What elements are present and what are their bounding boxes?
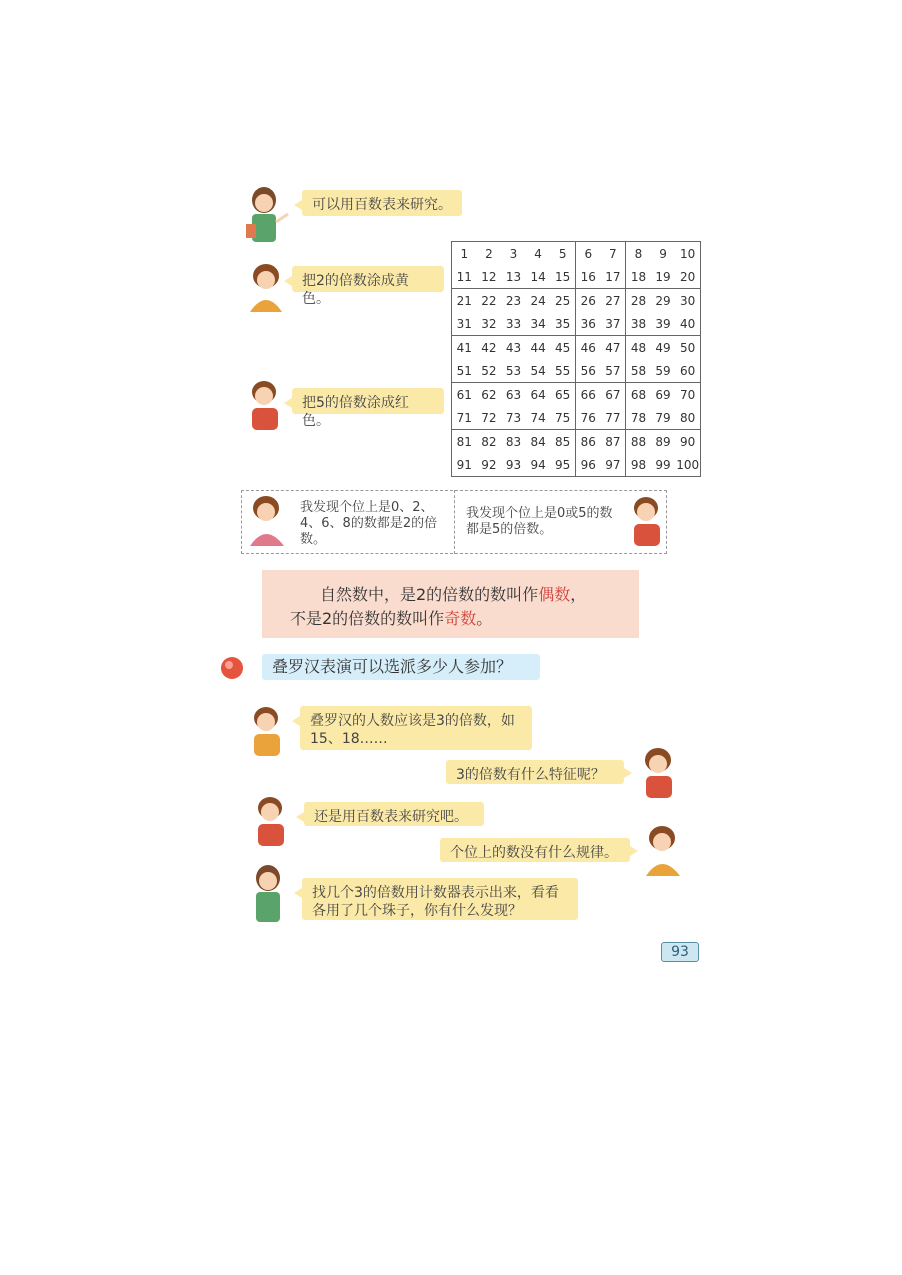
hundred-chart-cell: 12 <box>481 269 497 284</box>
teacher-illustration <box>244 186 290 248</box>
hundred-chart-cell: 39 <box>655 316 671 331</box>
hundred-chart-cell: 41 <box>452 336 477 360</box>
hundred-chart-cell: 54 <box>530 363 546 378</box>
hundred-chart-cell: 18 <box>626 265 651 289</box>
hundred-chart-cell: 57 <box>605 363 621 378</box>
hundred-chart-cell: 93 <box>505 457 522 472</box>
hundred-chart-cell: 29 <box>651 289 676 313</box>
hundred-chart-cell: 19 <box>655 269 671 284</box>
hundred-chart-cell: 17 <box>605 269 621 284</box>
hundred-chart-cell: 62 <box>477 383 502 407</box>
hundred-chart-cell: 60 <box>680 363 696 378</box>
hundred-chart-cell: 71 <box>456 410 472 425</box>
hundred-chart-cell: 5 <box>558 246 567 261</box>
bubble-multiples-of-2: 把2的倍数涂成黄色。 <box>292 266 444 292</box>
hundred-chart-cell: 40 <box>680 316 696 331</box>
hundred-chart-cell: 52 <box>481 363 497 378</box>
boy-illustration <box>244 378 290 440</box>
hundred-chart-cell: 72 <box>481 410 497 425</box>
hundred-chart-cell: 26 <box>575 289 600 313</box>
teacher-illustration-2 <box>248 864 294 926</box>
hundred-chart-cell: 68 <box>626 383 651 407</box>
hundred-chart-cell: 84 <box>526 430 551 454</box>
hundred-chart-cell: 21 <box>452 289 477 313</box>
hundred-chart-cell: 10 <box>680 246 696 261</box>
hundred-chart-cell: 7 <box>609 246 617 261</box>
hundred-chart-cell: 51 <box>456 363 472 378</box>
page-number: 93 <box>661 942 699 962</box>
hundred-chart-cell: 31 <box>456 316 472 331</box>
hundred-chart-cell: 23 <box>501 289 526 313</box>
hundred-chart-cell: 6 <box>575 242 600 266</box>
hundred-chart-cell: 55 <box>555 363 571 378</box>
hundred-chart-cell: 59 <box>655 363 671 378</box>
hundred-chart-cell: 22 <box>477 289 502 313</box>
hundred-chart-cell: 70 <box>675 383 700 407</box>
finding-left: 我发现个位上是0、2、4、6、8的数都是2的倍数。 <box>300 500 438 547</box>
hundred-chart-cell: 58 <box>626 359 651 383</box>
hundred-chart <box>451 241 701 477</box>
bubble-multiples-of-5: 把5的倍数涂成红色。 <box>292 388 444 414</box>
hundred-chart-cell: 89 <box>651 430 676 454</box>
hundred-chart-cell: 34 <box>530 316 546 331</box>
findings-divider <box>454 490 455 554</box>
hundred-chart-cell: 9 <box>659 246 667 261</box>
hundred-chart-cell: 76 <box>575 406 600 430</box>
girl-illustration-4 <box>640 824 686 886</box>
hundred-chart-cell: 2 <box>485 246 493 261</box>
hundred-chart-cell: 13 <box>505 269 522 284</box>
hundred-chart-cell: 61 <box>452 383 477 407</box>
hundred-chart-row <box>452 242 701 266</box>
hundred-chart-cell: 33 <box>505 316 522 331</box>
hundred-chart-cell: 81 <box>452 430 477 454</box>
hundred-chart-cell: 97 <box>605 457 621 472</box>
hundred-chart-cell: 91 <box>456 457 472 472</box>
hundred-chart-cell: 4 <box>534 246 542 261</box>
hundred-chart-cell: 66 <box>575 383 600 407</box>
girl-illustration-3 <box>636 746 682 808</box>
hundred-chart-cell: 87 <box>601 430 626 454</box>
hundred-chart-cell: 64 <box>526 383 551 407</box>
hundred-chart-cell: 85 <box>550 430 575 454</box>
hundred-chart-cell: 46 <box>575 336 600 360</box>
hundred-chart-cell: 16 <box>575 265 600 289</box>
hundred-chart-cell: 30 <box>675 289 700 313</box>
boy-illustration-3 <box>244 704 290 766</box>
hundred-chart-cell: 96 <box>575 453 600 477</box>
hundred-chart-cell: 47 <box>601 336 626 360</box>
hundred-chart-row <box>452 430 701 454</box>
hundred-chart-cell: 99 <box>655 457 671 472</box>
bubble-multiples-of-3-features: 3的倍数有什么特征呢？ <box>446 760 624 784</box>
hundred-chart-cell: 3 <box>509 246 518 261</box>
hundred-chart-cell: 25 <box>550 289 575 313</box>
hundred-chart-cell: 38 <box>626 312 651 336</box>
hundred-chart-cell: 82 <box>477 430 502 454</box>
hundred-chart-row <box>452 336 701 360</box>
term-odd: 奇数 <box>444 609 477 628</box>
hundred-chart-cell: 83 <box>501 430 526 454</box>
hundred-chart-cell: 50 <box>675 336 700 360</box>
hundred-chart-cell: 94 <box>530 457 546 472</box>
hundred-chart-cell: 27 <box>601 289 626 313</box>
hundred-chart-cell: 100 <box>676 457 700 472</box>
hundred-chart-cell: 79 <box>655 410 671 425</box>
hundred-chart-row <box>452 289 701 313</box>
bubble-stack-people: 叠罗汉的人数应该是3的倍数，如15、18…… <box>300 706 532 750</box>
hundred-chart-cell: 86 <box>575 430 600 454</box>
hundred-chart-cell: 78 <box>626 406 651 430</box>
hundred-chart-cell: 65 <box>550 383 575 407</box>
girl-illustration <box>244 262 290 324</box>
hundred-chart-cell: 42 <box>477 336 502 360</box>
bubble-still-hundred-chart: 还是用百数表来研究吧。 <box>304 802 484 826</box>
hundred-chart-cell: 80 <box>680 410 696 425</box>
hundred-chart-cell: 90 <box>675 430 700 454</box>
hundred-chart-cell: 88 <box>626 430 651 454</box>
hundred-chart-cell: 63 <box>501 383 526 407</box>
hundred-chart-cell: 32 <box>481 316 497 331</box>
hundred-chart-cell: 44 <box>526 336 551 360</box>
question-marker-icon <box>220 656 244 680</box>
hundred-chart-cell: 92 <box>481 457 497 472</box>
hundred-chart-row <box>452 383 701 407</box>
hundred-chart-cell: 36 <box>575 312 600 336</box>
hundred-chart-cell: 73 <box>505 410 522 425</box>
hundred-chart-cell: 28 <box>626 289 651 313</box>
hundred-chart-row <box>452 312 701 336</box>
term-even: 偶数 <box>538 585 571 604</box>
hundred-chart-cell: 14 <box>530 269 546 284</box>
finding-right: 我发现个位上是0或5的数都是5的倍数。 <box>466 506 613 537</box>
hundred-chart-cell: 67 <box>601 383 626 407</box>
hundred-chart-cell: 11 <box>456 269 472 284</box>
hundred-chart-row <box>452 406 701 430</box>
hundred-chart-cell: 49 <box>651 336 676 360</box>
hundred-chart-cell: 1 <box>460 246 469 261</box>
hundred-chart-cell: 43 <box>501 336 526 360</box>
hundred-chart-cell: 95 <box>555 457 571 472</box>
definition-line-2: 不是2的倍数的数叫作奇数。 <box>290 609 493 628</box>
boy-illustration-4 <box>250 794 296 856</box>
hundred-chart-cell: 75 <box>555 410 571 425</box>
hundred-chart-cell: 98 <box>626 453 651 477</box>
hundred-chart-cell: 77 <box>605 410 621 425</box>
hundred-chart-cell: 37 <box>605 316 621 331</box>
hundred-chart-row <box>452 265 701 289</box>
bubble-abacus-beads: 找几个3的倍数用计数器表示出来，看看各用了几个珠子，你有什么发现？ <box>302 878 578 920</box>
hundred-chart-cell: 74 <box>530 410 546 425</box>
hundred-chart-cell: 35 <box>555 316 571 331</box>
question-box: 叠罗汉表演可以选派多少人参加？ <box>262 654 540 680</box>
hundred-chart-cell: 56 <box>575 359 600 383</box>
hundred-chart-cell: 53 <box>505 363 522 378</box>
hundred-chart-cell: 24 <box>526 289 551 313</box>
bubble-no-pattern: 个位上的数没有什么规律。 <box>440 838 630 862</box>
hundred-chart-cell: 8 <box>626 242 651 266</box>
hundred-chart-cell: 45 <box>550 336 575 360</box>
hundred-chart-cell: 15 <box>555 269 571 284</box>
hundred-chart-cell: 69 <box>651 383 676 407</box>
hundred-chart-cell: 20 <box>680 269 696 284</box>
definition-line-1: 自然数中，是2的倍数的数叫作偶数， <box>320 585 587 604</box>
hundred-chart-row <box>452 453 701 477</box>
hundred-chart-row <box>452 359 701 383</box>
bubble-use-hundred-chart: 可以用百数表来研究。 <box>302 190 462 216</box>
hundred-chart-cell: 48 <box>626 336 651 360</box>
